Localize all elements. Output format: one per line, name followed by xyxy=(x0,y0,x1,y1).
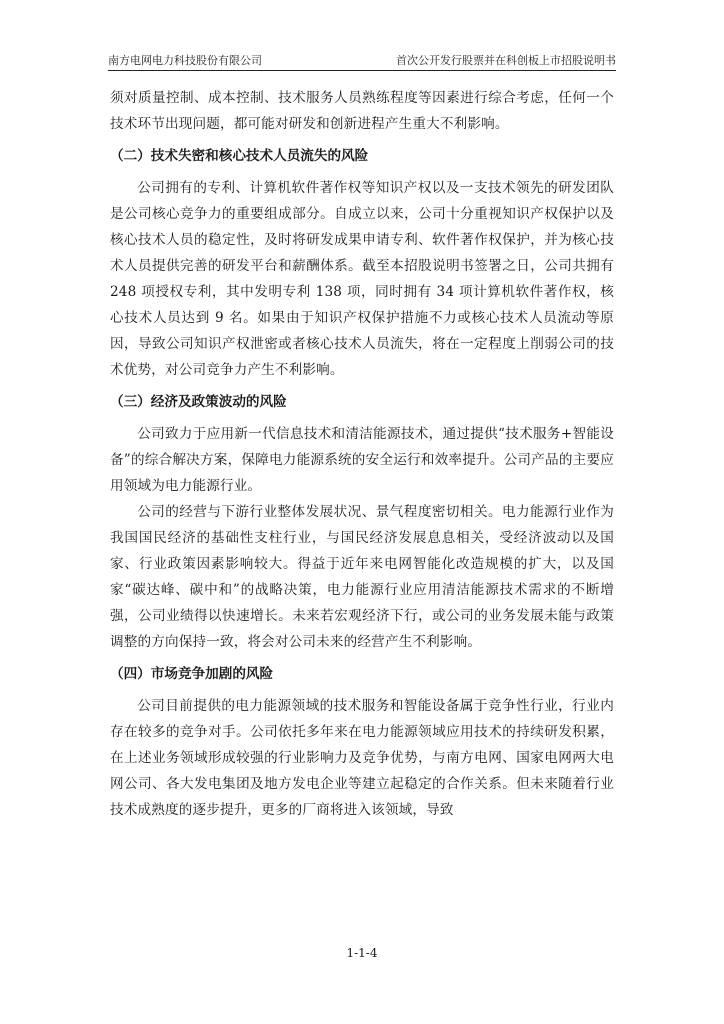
paragraph-economic-policy-risk-2: 公司的经营与下游行业整体发展状况、景气程度密切相关。电力能源行业作为我国国民经济的基础性支柱行业，与国民经济发展息息相关，受经济波动以及国家、行业政策因素影响较大。得益于近年来电网智能化改造规模的扩大，以及国家“碳达峰、碳中和”的战略决策，电力能源行业应用清洁能源技术需求的不断增强，公司业绩得以快速增长。未来若宏观经济下行，或公司的业务发展未能与政策调整的方向保持一致，将会对公司未来的经营产生不利影响。 xyxy=(110,504,614,650)
paragraph-market-competition-risk: 公司目前提供的电力能源领域的技术服务和智能设备属于竞争性行业，行业内存在较多的竞争对手。公司依托多年来在电力能源领域应用技术的持续研发积累，在上述业务领域形成较强的行业影响力及竞争优势，与南方电网、国家电网两大电网公司、各大发电集团及地方发电企业等建立起稳定的合作关系。但未来随着行业技术成熟度的逐步提升，更多的厂商将进入该领域，导致 xyxy=(110,698,614,818)
document-body xyxy=(110,85,614,823)
paragraph-technology-leak-risk: 公司拥有的专利、计算机软件著作权等知识产权以及一支技术领先的研发团队是公司核心竞争力的重要组成部分。自成立以来，公司十分重视知识产权保护以及核心技术人员的稳定性，及时将研发成果申请专利、软件著作权保护，并为核心技术人员提供完善的研发平台和薪酬体系。截至本招股说明书签署之日，公司共拥有 248 项授权专利，其中发明专利 138 项，同时拥有 34 项计算机软件著作权，核心技术人员达到 9 名。如果由于知识产权保护措施不力或核心技术人员流动等原因，导致公司知识产权泄密或者核心技术人员流失，将在一定程度上削弱公司的技术优势，对公司竞争力产生不利影响。 xyxy=(110,180,614,378)
section-heading-economic-policy-risk: （三）经济及政策波动的风险 xyxy=(110,394,287,410)
header-company-name: 南方电网电力科技股份有限公司 xyxy=(108,54,262,67)
header-rule xyxy=(108,70,616,71)
header-document-title: 首次公开发行股票并在科创板上市招股说明书 xyxy=(396,54,616,67)
page-number: 1-1-4 xyxy=(346,946,378,960)
paragraph-economic-policy-risk-1: 公司致力于应用新一代信息技术和清洁能源技术，通过提供“技术服务+智能设备”的综合解决方案，保障电力能源系统的安全运行和效率提升。公司产品的主要应用领域为电力能源行业。 xyxy=(110,426,614,494)
section-heading-market-competition-risk: （四）市场竞争加剧的风险 xyxy=(110,666,274,682)
paragraph-continued: 须对质量控制、成本控制、技术服务人员熟练程度等因素进行综合考虑，任何一个技术环节出现问题，都可能对研发和创新进程产生重大不利影响。 xyxy=(110,90,614,132)
section-heading-technology-leak-risk: （二）技术失密和核心技术人员流失的风险 xyxy=(110,148,369,164)
page-header xyxy=(108,52,616,68)
